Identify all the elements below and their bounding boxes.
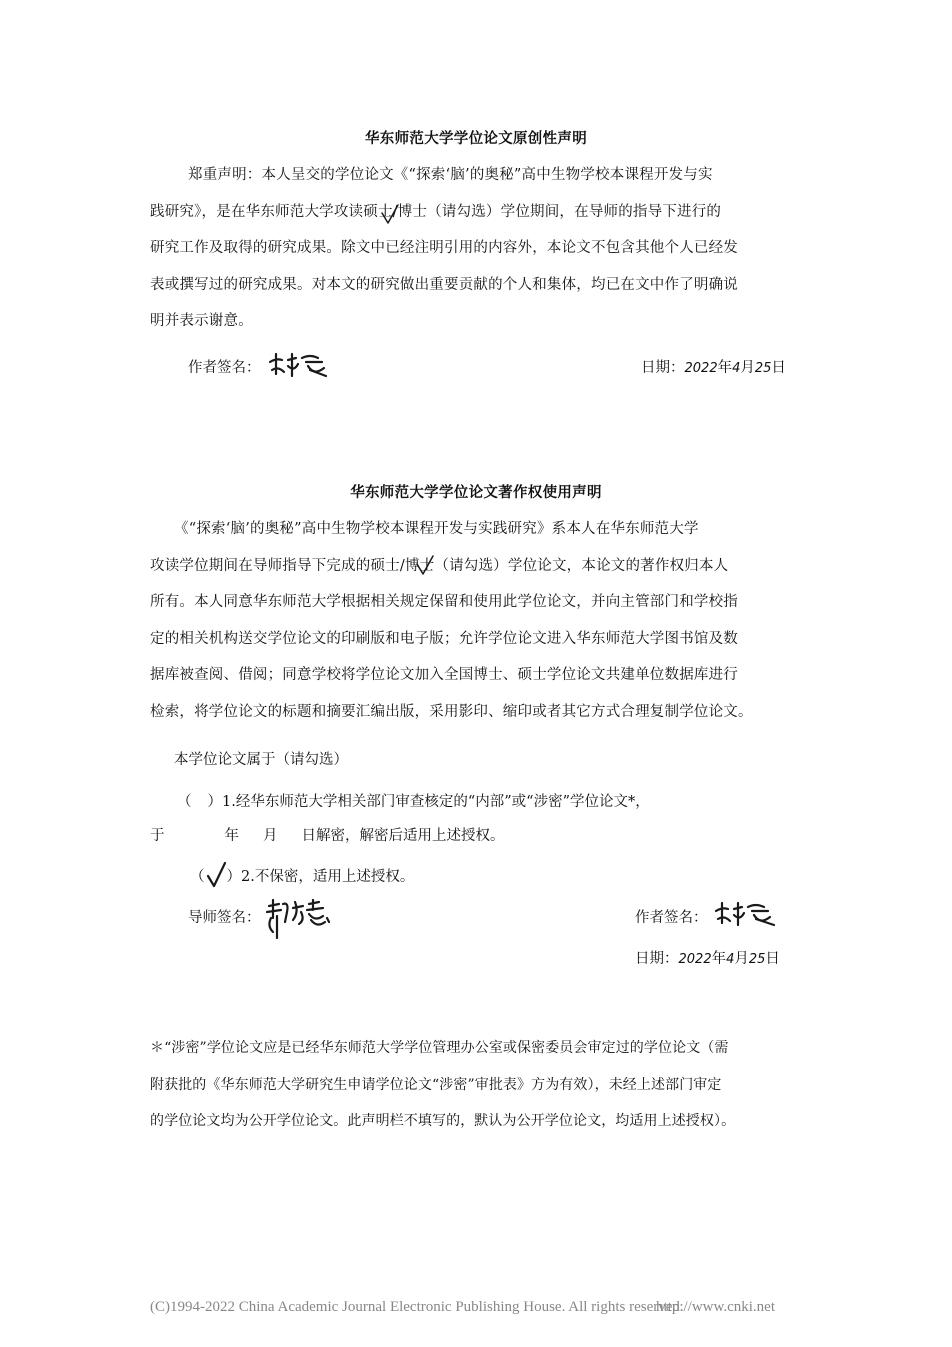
date-year: 2022 bbox=[684, 361, 718, 376]
option2-paren-close: ） bbox=[226, 869, 241, 885]
option1-yu: 于 bbox=[150, 828, 165, 844]
footer-url[interactable]: http://www.cnki.net bbox=[656, 1299, 776, 1315]
section2-line: 据库被查阅、借阅；同意学校将学位论文加入全国博士、硕士学位论文共建单位数据库进行 bbox=[150, 667, 738, 683]
author-signature-1 bbox=[266, 350, 330, 380]
handwritten-checkmark-icon bbox=[415, 554, 437, 578]
confidential-note bbox=[150, 1030, 810, 1140]
section2-line: 定的相关机构送交学位论文的印刷版和电子版；允许学位论文进入华东师范大学图书馆及数 bbox=[150, 630, 738, 647]
option1-paren-close: ） bbox=[207, 794, 222, 810]
option1-rest: 日解密，解密后适用上述授权。 bbox=[301, 828, 505, 844]
section1-paragraph bbox=[150, 157, 810, 340]
note-line: ＊“涉密”学位论文应是已经华东师范大学学位管理办公室或保密委员会审定过的学位论文（需 bbox=[150, 1040, 729, 1056]
date-day-unit: 日 bbox=[765, 951, 780, 967]
section1-title: 华东师范大学学位论文原创性声明 bbox=[365, 131, 587, 147]
section1-line: 郑重声明：本人呈交的学位论文《“探索‘脑’的奥秘”高中生物学校本课程开发与实 bbox=[188, 167, 713, 183]
section1-date bbox=[641, 356, 786, 377]
date-label: 日期： bbox=[635, 951, 679, 967]
author-signature-2 bbox=[712, 899, 780, 929]
option1-paren-open: （ bbox=[177, 794, 192, 810]
section2-line: 攻读学位期间在导师指导下完成的硕士/博士（请勾选）学位论文，本论文的著作权归本人 bbox=[150, 557, 729, 574]
advisor-sign-label: 导师签名： bbox=[188, 910, 261, 926]
section2-title: 华东师范大学学位论文著作权使用声明 bbox=[350, 485, 602, 501]
date-day: 25 bbox=[754, 361, 772, 376]
option1-date-line bbox=[150, 824, 505, 845]
date-month-unit: 月 bbox=[740, 360, 755, 376]
section1-line: 研究工作及取得的研究成果。除文中已经注明引用的内容外，本论文不包含其他个人已经发 bbox=[150, 240, 738, 256]
handwritten-checkmark-icon bbox=[380, 203, 402, 227]
date-label: 日期： bbox=[641, 360, 685, 376]
note-line: 的学位论文均为公开学位论文。此声明栏不填写的，默认为公开学位论文，均适用上述授权）。 bbox=[150, 1113, 736, 1129]
date-day: 25 bbox=[748, 952, 766, 967]
section1-line: 表或撰写过的研究成果。对本文的研究做出重要贡献的个人和集体，均已在文中作了明确说 bbox=[150, 276, 738, 293]
section1-line: 明并表示谢意。 bbox=[150, 313, 253, 329]
section2-author-sign-label: 作者签名： bbox=[635, 910, 708, 926]
section2-line: 检索，将学位论文的标题和摘要汇编出版，采用影印、缩印或者其它方式合理复制学位论文。 bbox=[150, 703, 753, 720]
date-month-unit: 月 bbox=[734, 951, 749, 967]
date-day-unit: 日 bbox=[771, 360, 786, 376]
date-year-unit: 年 bbox=[711, 951, 727, 967]
footer-copyright: (C)1994-2022 China Academic Journal Electronic Publishing House. All rights reserved. bbox=[150, 1299, 684, 1315]
option1 bbox=[177, 790, 650, 811]
note-line: 附获批的《华东师范大学研究生申请学位论文“涉密”审批表》方为有效），未经上述部门审定 bbox=[150, 1076, 722, 1093]
section2-paragraph bbox=[150, 511, 810, 730]
option1-year: 年 bbox=[224, 828, 239, 844]
section1-line: 践研究》，是在华东师范大学攻读硕士/博士（请勾选）学位期间，在导师的指导下进行的 bbox=[150, 203, 722, 220]
option2-text: 2.不保密，适用上述授权。 bbox=[241, 869, 415, 885]
date-month: 4 bbox=[726, 952, 735, 967]
belongs-label: 本学位论文属于（请勾选） bbox=[174, 752, 348, 768]
option1-text: 1.经华东师范大学相关部门审查核定的“内部”或“涉密”学位论文*， bbox=[222, 794, 650, 810]
date-year-unit: 年 bbox=[717, 360, 733, 376]
option1-month: 月 bbox=[263, 828, 278, 844]
section2-line: 《“探索‘脑’的奥秘”高中生物学校本课程开发与实践研究》系本人在华东师范大学 bbox=[174, 521, 699, 537]
handwritten-checkmark-icon bbox=[205, 860, 229, 890]
date-month: 4 bbox=[732, 361, 741, 376]
section1-author-sign-label: 作者签名： bbox=[188, 360, 261, 376]
date-year: 2022 bbox=[678, 952, 712, 967]
section2-date bbox=[635, 947, 780, 968]
option2-paren-open: （ bbox=[190, 869, 205, 885]
advisor-signature bbox=[263, 898, 335, 942]
section2-line: 所有。本人同意华东师范大学根据相关规定保留和使用此学位论文，并向主管部门和学校指 bbox=[150, 594, 738, 610]
